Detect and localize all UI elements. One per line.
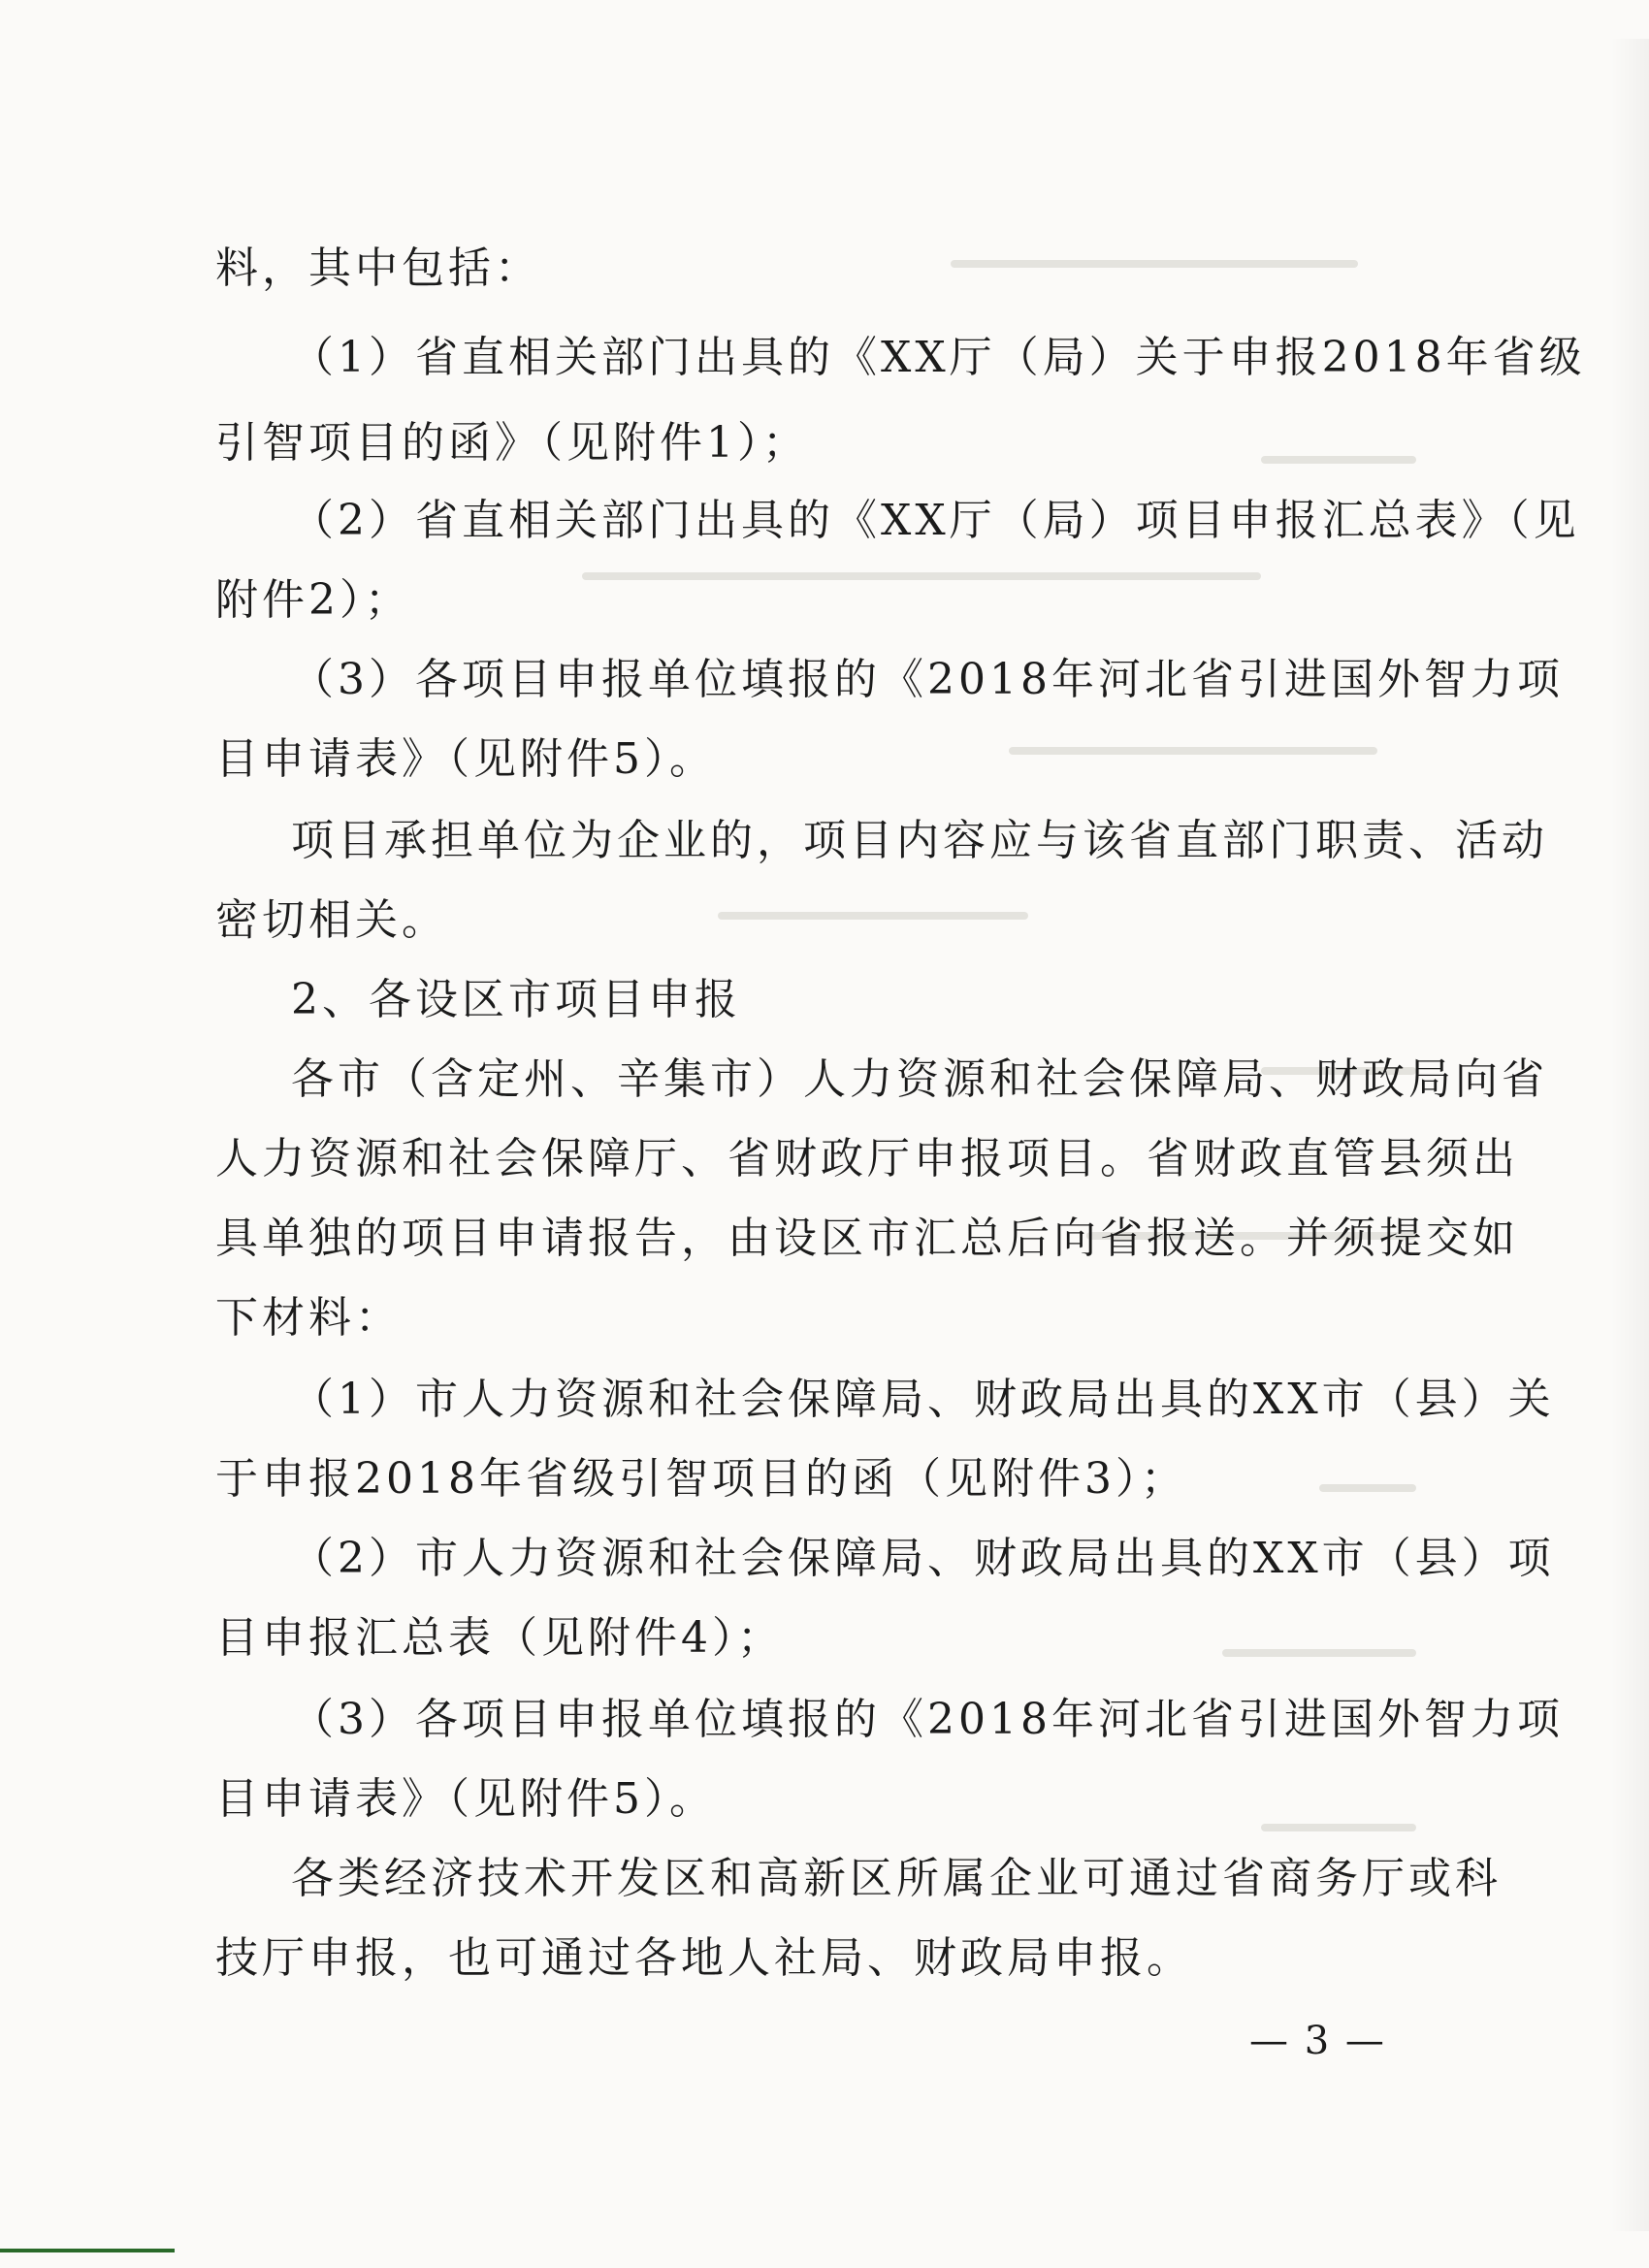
text-line-21: 各类经济技术开发区和高新区所属企业可通过省商务厅或科: [291, 1854, 1502, 1903]
text-line-8: 项目承担单位为企业的，项目内容应与该省直部门职责、活动: [291, 816, 1548, 865]
text-line-2: （1）省直相关部门出具的《XX厅（局）关于申报2018年省级: [291, 333, 1586, 382]
text-line-15: （1）市人力资源和社会保障局、财政局出具的XX市（县）关: [291, 1375, 1555, 1424]
text-line-20: 目申请表》（见附件5）。: [215, 1774, 716, 1824]
page-number: — 3 —: [1249, 2019, 1386, 2063]
text-line-18: 目申报汇总表（见附件4）；: [215, 1613, 784, 1663]
text-line-13: 具单独的项目申请报告，由设区市汇总后向省报送。并须提交如: [215, 1214, 1519, 1263]
scan-bottom-rule: [0, 2249, 175, 2252]
text-line-3: 引智项目的函》（见附件1）；: [215, 418, 809, 468]
text-line-5: 附件2）；: [215, 575, 411, 625]
text-line-6: （3）各项目申报单位填报的《2018年河北省引进国外智力项: [291, 655, 1564, 704]
text-line-16: 于申报2018年省级引智项目的函（见附件3）；: [215, 1454, 1187, 1504]
text-line-9: 密切相关。: [215, 895, 448, 945]
text-line-7: 目申请表》（见附件5）。: [215, 734, 716, 784]
text-line-19: （3）各项目申报单位填报的《2018年河北省引进国外智力项: [291, 1695, 1564, 1744]
text-line-10: 2、各设区市项目申报: [291, 975, 741, 1024]
text-line-12: 人力资源和社会保障厅、省财政厅申报项目。省财政直管县须出: [215, 1134, 1519, 1183]
scan-edge-shadow: [1610, 39, 1649, 2231]
text-line-1: 料，其中包括：: [215, 243, 541, 293]
text-line-11: 各市（含定州、辛集市）人力资源和社会保障局、财政局向省: [291, 1054, 1548, 1104]
text-line-22: 技厅申报，也可通过各地人社局、财政局申报。: [215, 1933, 1193, 1983]
text-line-17: （2）市人力资源和社会保障局、财政局出具的XX市（县）项: [291, 1534, 1555, 1583]
text-line-14: 下材料：: [215, 1293, 402, 1343]
text-line-4: （2）省直相关部门出具的《XX厅（局）项目申报汇总表》（见: [291, 496, 1580, 545]
